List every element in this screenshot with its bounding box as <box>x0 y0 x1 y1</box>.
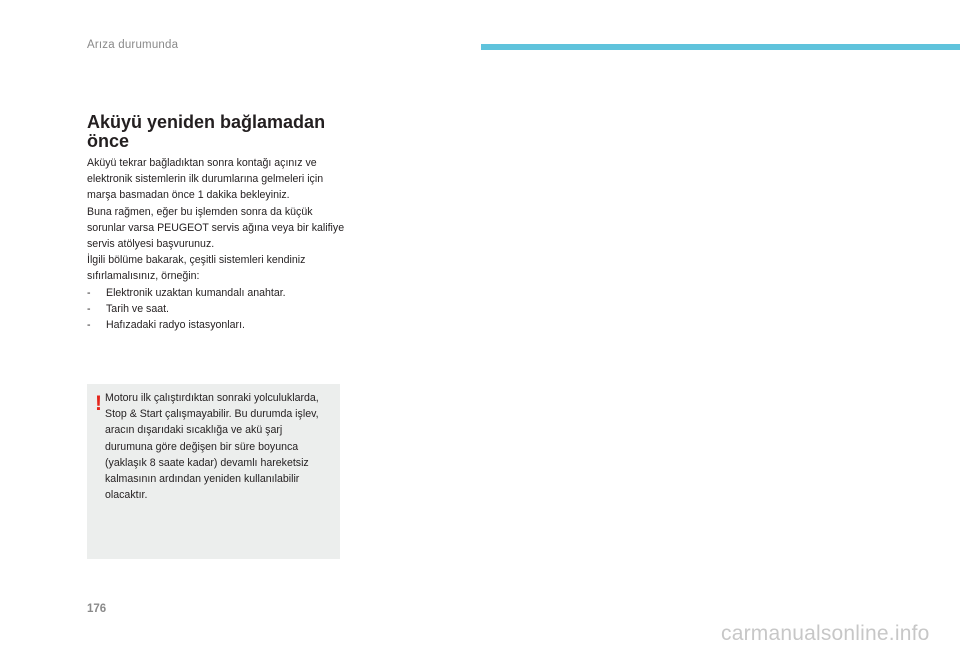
list-item <box>87 285 349 301</box>
chapter-title: Arıza durumunda <box>87 39 179 51</box>
reset-items-list <box>87 285 349 334</box>
list-item-text: Elektronik uzaktan kumandalı anahtar. <box>106 286 286 299</box>
list-marker: - <box>87 319 91 332</box>
header-accent-bar <box>481 44 960 50</box>
warning-box <box>87 384 340 559</box>
list-item <box>87 317 349 333</box>
list-item-text: Tarih ve saat. <box>106 302 170 315</box>
paragraph: İlgili bölüme bakarak, çeşitli sistemleri kendiniz sıfırlamalısınız, örneğin: <box>87 254 306 283</box>
warning-text: Motoru ilk çalıştırdıktan sonraki yolculuklarda, Stop & Start çalışmayabilir. Bu durumda işlev, aracın dışarıdaki sıcaklığa ve akü şarj durumuna göre değişen bir süre boyunca (yaklaşık 8 saate kadar) devamlı hareketsiz kalmasının ardından yeniden kullanılabilir olacaktır. <box>105 392 319 502</box>
section-title: Aküyü yeniden bağlamadan önce <box>87 112 326 151</box>
list-item <box>87 301 349 317</box>
exclamation-icon: ! <box>95 392 102 415</box>
list-marker: - <box>87 286 91 299</box>
paragraph: Buna rağmen, eğer bu işlemden sonra da küçük sorunlar varsa PEUGEOT servis ağına veya bir kalifiye servis atölyesi başvurunuz. <box>87 205 345 251</box>
watermark: carmanualsonline.info <box>721 622 930 645</box>
list-item-text: Hafızadaki radyo istasyonları. <box>106 319 245 332</box>
paragraph: Aküyü tekrar bağladıktan sonra kontağı açınız ve elektronik sistemlerin ilk durumlarına gelmeleri için marşa basmadan önce 1 dakika bekleyiniz. <box>87 157 324 202</box>
page-number: 176 <box>87 603 107 615</box>
list-marker: - <box>87 302 91 315</box>
section-body <box>87 155 349 333</box>
